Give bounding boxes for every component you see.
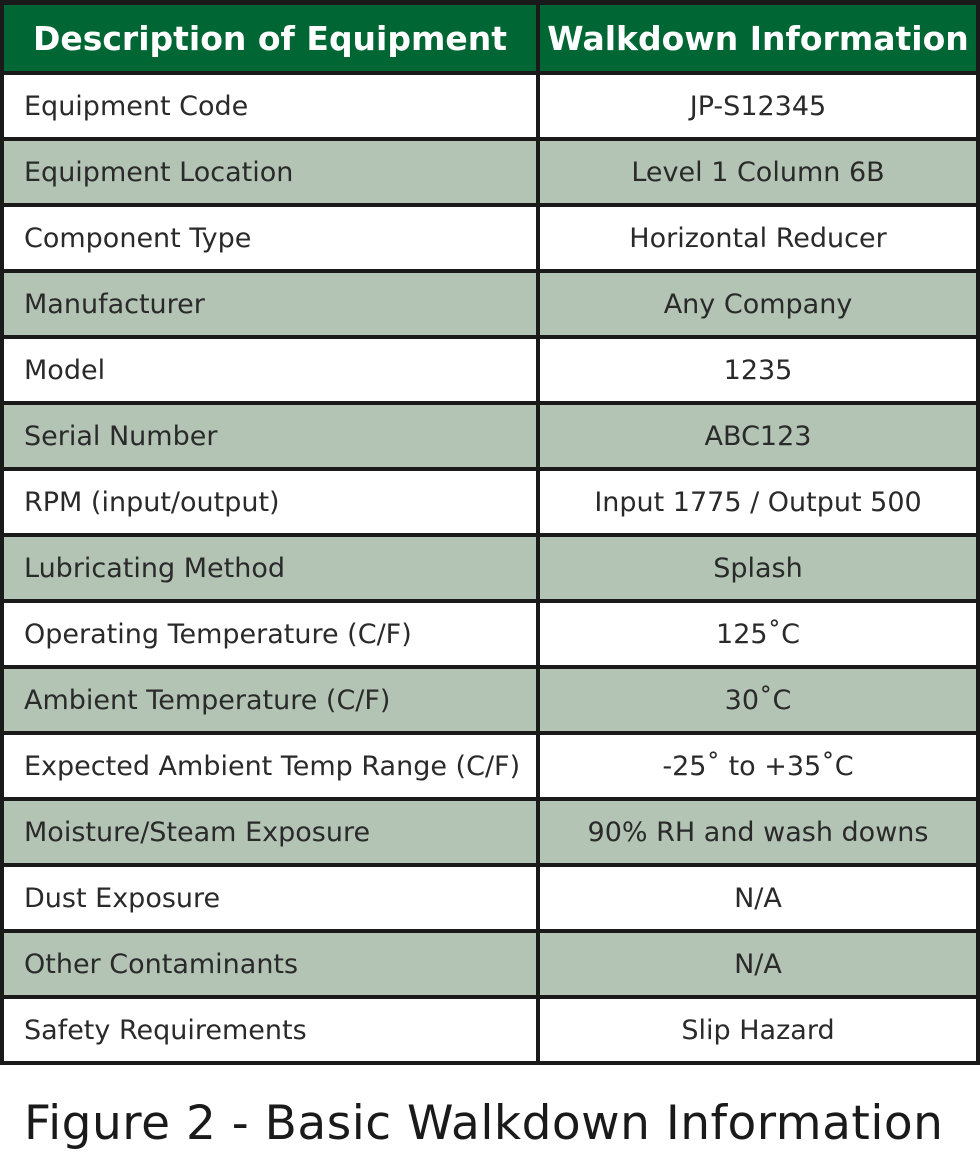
row-value: Horizontal Reducer [538, 205, 978, 271]
row-value: Splash [538, 535, 978, 601]
table-row [2, 469, 978, 535]
row-value: 30˚C [538, 667, 978, 733]
row-value: N/A [538, 931, 978, 997]
row-value: 1235 [538, 337, 978, 403]
row-label: Equipment Location [2, 139, 538, 205]
row-label: Ambient Temperature (C/F) [2, 667, 538, 733]
row-label: Dust Exposure [2, 865, 538, 931]
row-label: Serial Number [2, 403, 538, 469]
column-header-description: Description of Equipment [2, 3, 538, 74]
table-header-row [2, 3, 978, 74]
table-row [2, 205, 978, 271]
row-value: Slip Hazard [538, 997, 978, 1063]
row-label: Safety Requirements [2, 997, 538, 1063]
table-row [2, 667, 978, 733]
table-row [2, 997, 978, 1063]
table-row [2, 403, 978, 469]
row-label: Equipment Code [2, 73, 538, 139]
row-value: Any Company [538, 271, 978, 337]
table-row [2, 799, 978, 865]
row-value: N/A [538, 865, 978, 931]
row-label: Model [2, 337, 538, 403]
table-row [2, 931, 978, 997]
row-value: 90% RH and wash downs [538, 799, 978, 865]
table-row [2, 337, 978, 403]
row-value: -25˚ to +35˚C [538, 733, 978, 799]
figure-caption: Figure 2 - Basic Walkdown Information [24, 1096, 944, 1151]
row-label: Component Type [2, 205, 538, 271]
row-label: Manufacturer [2, 271, 538, 337]
row-value: 125˚C [538, 601, 978, 667]
table-row [2, 271, 978, 337]
row-value: ABC123 [538, 403, 978, 469]
row-label: Lubricating Method [2, 535, 538, 601]
table-row [2, 733, 978, 799]
table-row [2, 73, 978, 139]
table-row [2, 601, 978, 667]
row-value: JP-S12345 [538, 73, 978, 139]
table-row [2, 535, 978, 601]
column-header-walkdown: Walkdown Information [538, 3, 978, 74]
table-row [2, 139, 978, 205]
row-label: Moisture/Steam Exposure [2, 799, 538, 865]
row-label: Other Contaminants [2, 931, 538, 997]
row-label: Operating Temperature (C/F) [2, 601, 538, 667]
row-label: Expected Ambient Temp Range (C/F) [2, 733, 538, 799]
row-label: RPM (input/output) [2, 469, 538, 535]
row-value: Input 1775 / Output 500 [538, 469, 978, 535]
table-row [2, 865, 978, 931]
row-value: Level 1 Column 6B [538, 139, 978, 205]
